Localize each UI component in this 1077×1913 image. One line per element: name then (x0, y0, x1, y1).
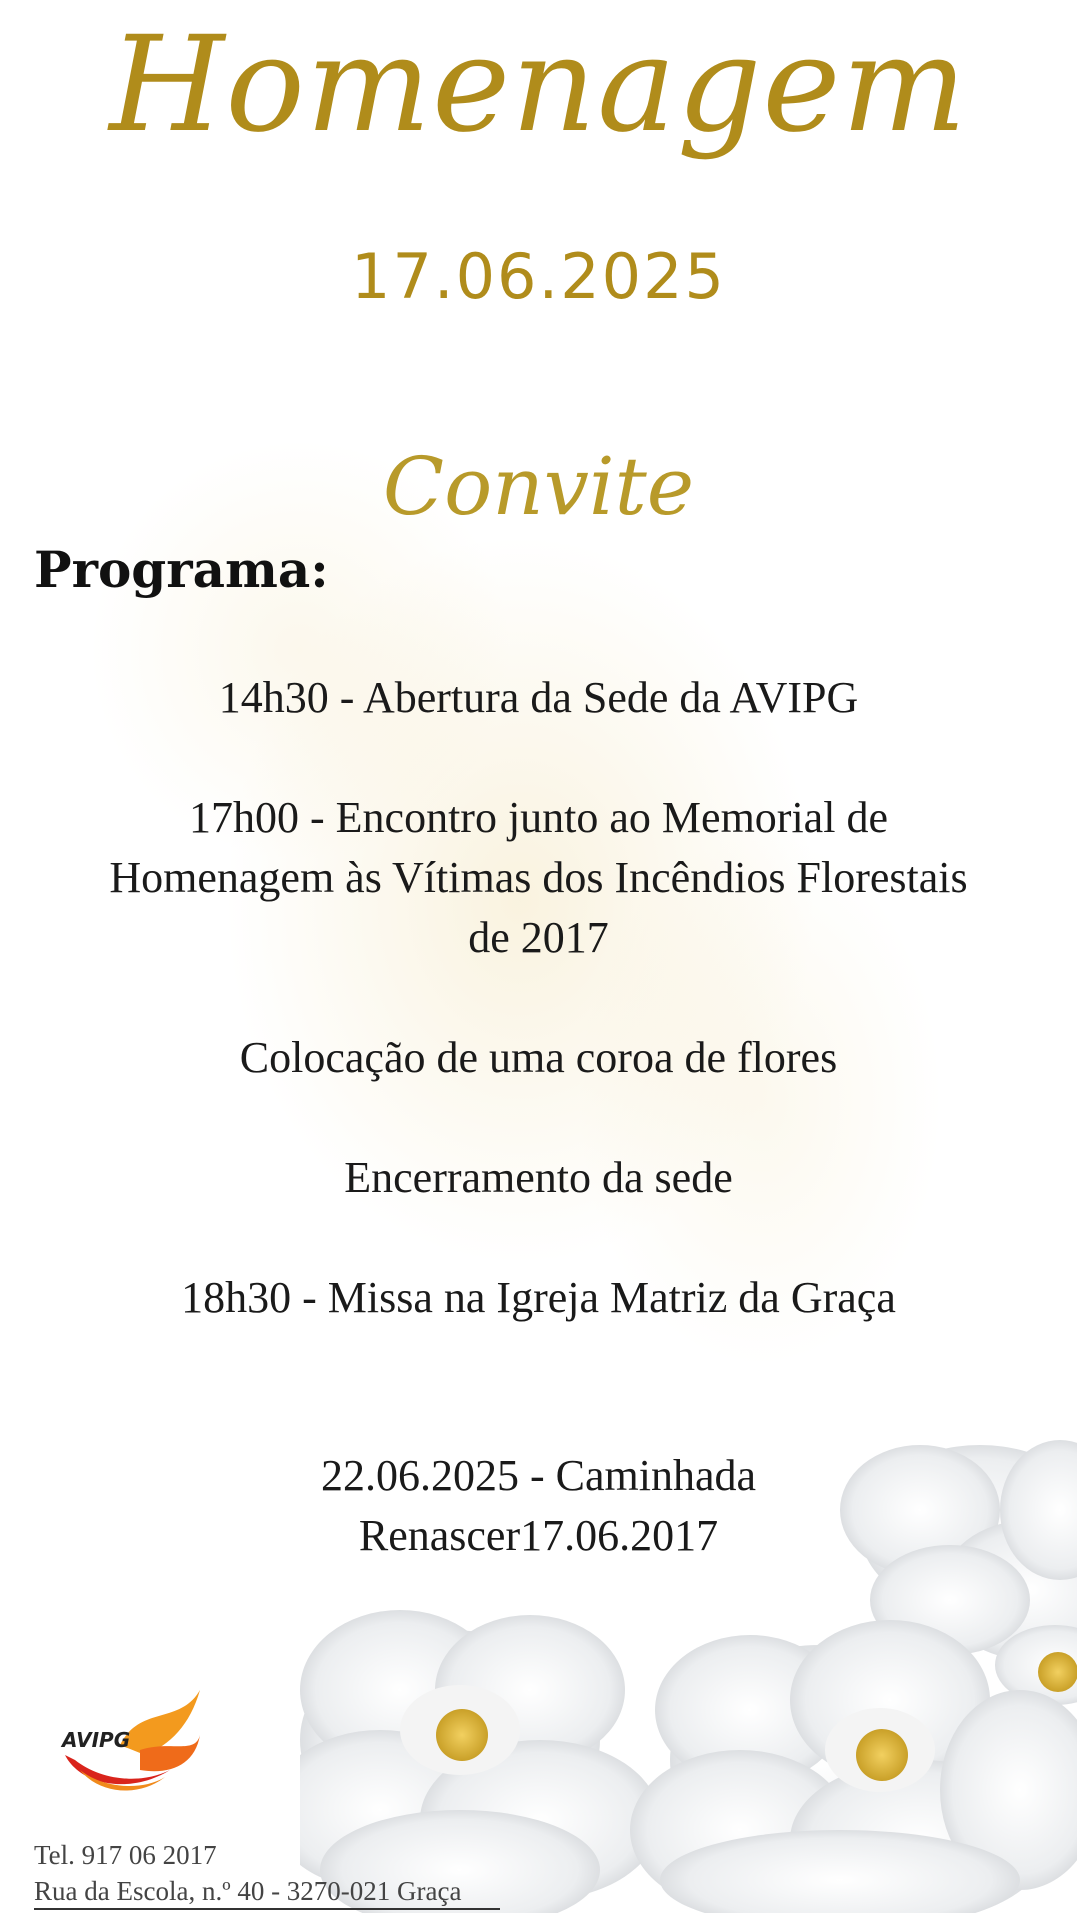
white-peony-flowers-icon (300, 1390, 1077, 1913)
invitation-label: Convite (382, 440, 695, 533)
avipg-logo-icon (60, 1685, 210, 1805)
program-item-wreath: Colocação de uma coroa de flores (239, 1033, 838, 1082)
program-item-meeting-line2: Homenagem às Vítimas dos Incêndios Florestais (109, 853, 968, 902)
program-item-mass: 18h30 - Missa na Igreja Matriz da Graça (181, 1273, 896, 1322)
event-date: 17.06.2025 (351, 240, 726, 313)
event-walk-line1: 22.06.2025 - Caminhada (320, 1451, 757, 1500)
footer-phone: Tel. 917 06 2017 (34, 1840, 217, 1870)
program-item-closing: Encerramento da sede (344, 1153, 733, 1202)
page-title: Homenagem (109, 8, 968, 162)
footer-address: Rua da Escola, n.º 40 - 3270-021 Graça (34, 1876, 462, 1906)
event-walk-line2: Renascer17.06.2017 (358, 1511, 719, 1560)
logo-text: AVIPG (62, 1728, 131, 1752)
footer-divider (34, 1908, 500, 1910)
program-item-meeting-line1: 17h00 - Encontro junto ao Memorial de (189, 793, 888, 842)
program-item-opening: 14h30 - Abertura da Sede da AVIPG (218, 673, 859, 722)
program-heading: Programa: (34, 540, 329, 599)
program-item-meeting-line3: de 2017 (468, 913, 609, 962)
